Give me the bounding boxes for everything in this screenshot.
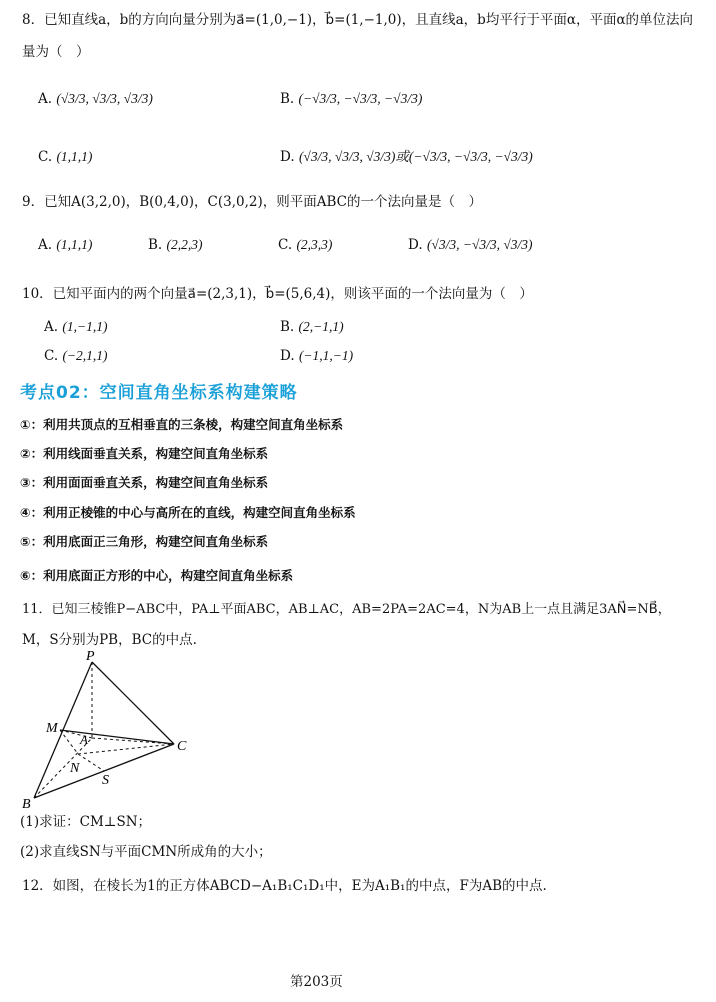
- strategy-item-6: ⑥：利用底面正方形的中心，构建空间直角坐标系: [20, 568, 294, 583]
- label-a: A: [80, 732, 88, 747]
- q9-option-d: [408, 234, 533, 256]
- edge-ab: [34, 738, 92, 798]
- option-label: B.: [280, 91, 295, 107]
- q8-option-a: [38, 88, 153, 110]
- q11-stem-line1: 11．已知三棱锥P−ABC中，PA⊥平面ABC，AB⊥AC，AB=2PA=2AC=4，N为AB上一点且满足3AN⃗=NB⃗，: [22, 602, 671, 617]
- option-label: D.: [280, 149, 295, 165]
- q8-option-b: [280, 88, 422, 110]
- q11-part1: (1)求证：CM⊥SN；: [20, 814, 152, 830]
- edge-pc: [92, 662, 174, 744]
- label-s: S: [102, 773, 109, 788]
- option-text: (2,3,3): [296, 237, 333, 252]
- q8-option-d: [280, 146, 533, 168]
- strategy-item-5: ⑤：利用底面正三角形，构建空间直角坐标系: [20, 534, 269, 549]
- option-text: (2,−1,1): [298, 319, 344, 334]
- option-text: (2,2,3): [166, 237, 203, 252]
- strategy-item-3: ③：利用面面垂直关系，构建空间直角坐标系: [20, 475, 269, 490]
- q11-stem-line2: M，S分别为PB，BC的中点.: [22, 632, 197, 648]
- option-text: (√3/3, √3/3, √3/3): [56, 91, 153, 106]
- q9-option-b: [148, 234, 203, 256]
- option-label: A.: [44, 319, 59, 335]
- option-label: D.: [408, 237, 423, 253]
- strategy-item-4: ④：利用正棱锥的中心与高所在的直线，构建空间直角坐标系: [20, 505, 356, 520]
- q10-option-c: [44, 345, 108, 367]
- option-label: A.: [38, 91, 53, 107]
- q8-stem-line2: 量为（ ）: [22, 44, 90, 60]
- option-text: (−1,1,−1): [298, 348, 354, 363]
- label-b: B: [22, 797, 31, 810]
- label-n: N: [70, 761, 80, 776]
- q8-option-c: [38, 146, 92, 168]
- q10-stem: 10．已知平面内的两个向量a⃗=(2,3,1)，b⃗=(5,6,4)，则该平面的一个法向量为（ ）: [22, 286, 533, 302]
- q9-option-c: [278, 234, 332, 256]
- segment-ns: [78, 754, 104, 771]
- option-text: (1,1,1): [56, 237, 93, 252]
- option-text: (−√3/3, −√3/3, −√3/3): [298, 91, 423, 106]
- option-label: A.: [38, 237, 53, 253]
- label-p: P: [86, 649, 95, 664]
- q10-option-d: [280, 345, 353, 367]
- option-label: D.: [280, 348, 295, 364]
- option-text: (−2,1,1): [62, 348, 108, 363]
- q9-option-a: [38, 234, 92, 256]
- q10-option-a: [44, 316, 107, 338]
- option-label: C.: [38, 149, 53, 165]
- segment-mc: [60, 730, 174, 744]
- strategy-item-1: ①：利用共顶点的互相垂直的三条棱，构建空间直角坐标系: [20, 417, 344, 432]
- strategy-item-2: ②：利用线面垂直关系，构建空间直角坐标系: [20, 446, 269, 461]
- option-label: B.: [148, 237, 163, 253]
- q9-stem: 9．已知A(3,2,0)，B(0,4,0)，C(3,0,2)，则平面ABC的一个法向量是（ ）: [22, 194, 482, 210]
- option-label: C.: [278, 237, 293, 253]
- option-label: C.: [44, 348, 59, 364]
- pyramid-figure: [14, 648, 204, 810]
- option-label: B.: [280, 319, 295, 335]
- q11-part2: (2)求直线SN与平面CMN所成角的大小；: [20, 844, 272, 860]
- segment-mn: [60, 730, 78, 754]
- option-text: (√3/3, √3/3, √3/3)或(−√3/3, −√3/3, −√3/3): [298, 149, 533, 164]
- q10-option-b: [280, 316, 344, 338]
- label-m: M: [46, 721, 58, 736]
- option-text: (1,1,1): [56, 149, 93, 164]
- section-heading: 考点02：空间直角坐标系构建策略: [20, 383, 298, 403]
- option-text: (√3/3, −√3/3, √3/3): [426, 237, 533, 252]
- q12-stem: 12．如图，在棱长为1的正方体ABCD−A₁B₁C₁D₁中，E为A₁B₁的中点，F为AB的中点.: [22, 878, 547, 894]
- label-c: C: [177, 739, 187, 754]
- q8-stem-line1: 8．已知直线a，b的方向向量分别为a⃗=(1,0,−1)，b⃗=(1,−1,0)，且直线a，b均平行于平面α，平面α的单位法向: [22, 12, 694, 28]
- page-number: 第203页: [290, 974, 343, 990]
- option-text: (1,−1,1): [62, 319, 108, 334]
